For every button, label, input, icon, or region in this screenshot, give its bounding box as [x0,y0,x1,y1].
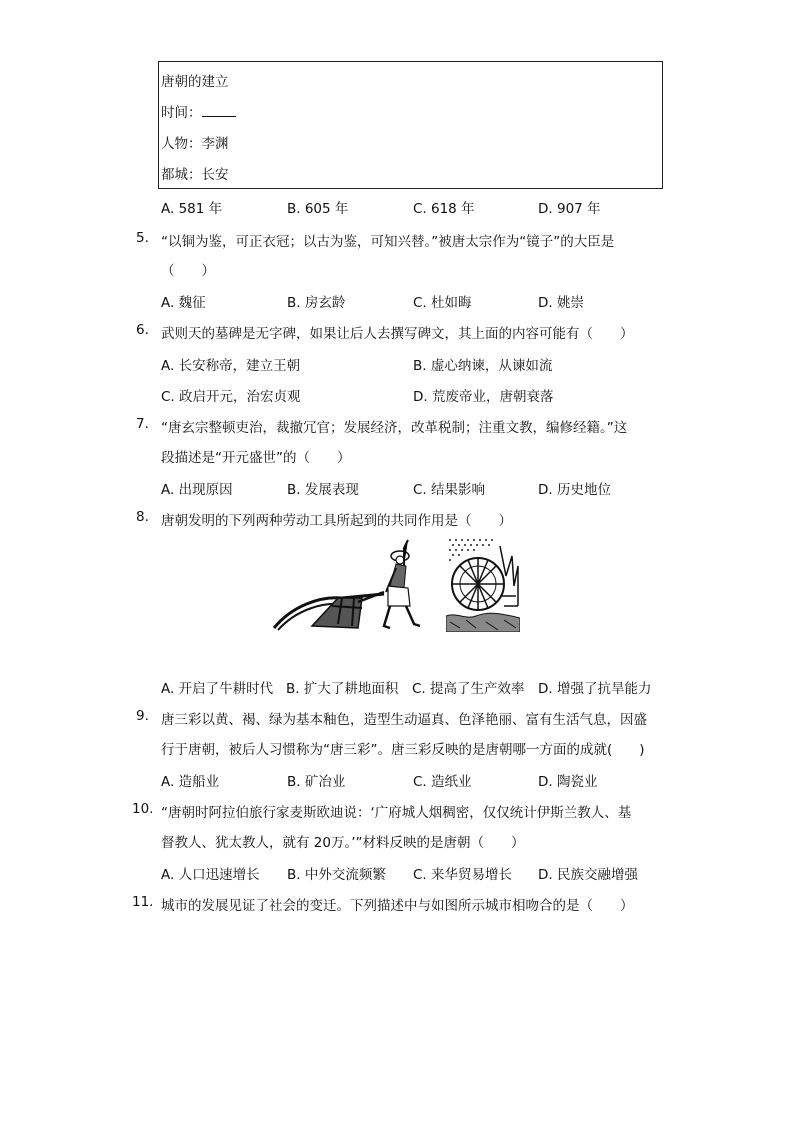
q7-number: 7. [136,416,149,432]
q6-option-c[interactable]: C. 政启开元，治宏贞观 [161,389,301,405]
box-time [161,101,236,121]
answer-blank [202,104,236,117]
q8-stem-line1: 唐朝发明的下列两种劳动工具所起到的共同作用是（ ） [161,513,512,529]
q10-option-c[interactable]: C. 来华贸易增长 [413,867,513,883]
q7-option-c[interactable]: C. 结果影响 [413,482,486,498]
material-box [158,61,663,189]
plow-farmer-illustration-icon [272,536,424,632]
q8-option-c[interactable]: C. 提高了生产效率 [412,681,525,697]
q6-option-d[interactable]: D. 荒废帝业，唐朝衰落 [413,389,554,405]
q5-option-a[interactable]: A. 魏征 [161,295,206,311]
q7-option-a[interactable]: A. 出现原因 [161,482,233,498]
q6-number: 6. [136,322,149,338]
q9-number: 9. [136,708,149,724]
q5-option-d[interactable]: D. 姚崇 [538,295,584,311]
q10-option-a[interactable]: A. 人口迅速增长 [161,867,260,883]
q10-stem-line2: 督教人、犹太教人，就有 20万。’”材料反映的是唐朝（ ） [161,835,525,851]
q7-option-b[interactable]: B. 发展表现 [287,482,359,498]
q10-option-d[interactable]: D. 民族交融增强 [538,867,638,883]
q5-stem-line1: “以铜为鉴，可正衣冠；以古为鉴，可知兴替。”被唐太宗作为“镜子”的大臣是 [161,234,615,250]
q10-stem-line1: “唐朝时阿拉伯旅行家麦斯欧迪说：‘广府城人烟稠密，仅仅统计伊斯兰教人、基 [161,805,632,821]
q11-stem-line1: 城市的发展见证了社会的变迁。下列描述中与如图所示城市相吻合的是（ ） [161,898,634,914]
q10-option-b[interactable]: B. 中外交流频繁 [287,867,386,883]
waterwheel-illustration-icon [446,536,520,632]
q9-stem-line1: 唐三彩以黄、褐、绿为基本釉色，造型生动逼真、色泽艳丽、富有生活气息，因盛 [161,712,647,728]
q4-option-a[interactable]: A. 581 年 [161,201,223,217]
q6-stem-line1: 武则天的墓碑是无字碑，如果让后人去撰写碑文，其上面的内容可能有（ ） [161,326,634,342]
box-person: 人物：李渊 [161,136,229,152]
q7-stem-line2: 段描述是“开元盛世”的（ ） [161,450,351,466]
q9-option-a[interactable]: A. 造船业 [161,774,220,790]
q8-number: 8. [136,509,149,525]
q11-number: 11. [132,894,154,910]
q8-option-d[interactable]: D. 增强了抗旱能力 [538,681,652,697]
box-time-label: 时间： [161,105,202,121]
q9-stem-line2: 行于唐朝，被后人习惯称为“唐三彩”。唐三彩反映的是唐朝哪一方面的成就( ) [161,742,645,758]
q6-option-b[interactable]: B. 虚心纳谏，从谏如流 [413,358,553,374]
q5-option-b[interactable]: B. 房玄龄 [287,295,346,311]
q9-option-d[interactable]: D. 陶瓷业 [538,774,598,790]
q4-option-b[interactable]: B. 605 年 [287,201,349,217]
q9-option-b[interactable]: B. 矿冶业 [287,774,346,790]
q7-stem-line1: “唐玄宗整顿吏治，裁撤冗官；发展经济，改革税制；注重文教，编修经籍。”这 [161,420,628,436]
q5-option-c[interactable]: C. 杜如晦 [413,295,472,311]
q7-option-d[interactable]: D. 历史地位 [538,482,611,498]
q8-option-b[interactable]: B. 扩大了耕地面积 [286,681,399,697]
q4-option-d[interactable]: D. 907 年 [538,201,601,217]
box-title: 唐朝的建立 [161,74,229,90]
q10-number: 10. [132,801,154,817]
box-capital: 都城：长安 [161,167,229,183]
q4-option-c[interactable]: C. 618 年 [413,201,475,217]
q9-option-c[interactable]: C. 造纸业 [413,774,472,790]
q5-stem-line2: （ ） [161,263,215,279]
q8-option-a[interactable]: A. 开启了牛耕时代 [161,681,274,697]
q6-option-a[interactable]: A. 长安称帝，建立王朝 [161,358,301,374]
q5-number: 5. [136,230,149,246]
